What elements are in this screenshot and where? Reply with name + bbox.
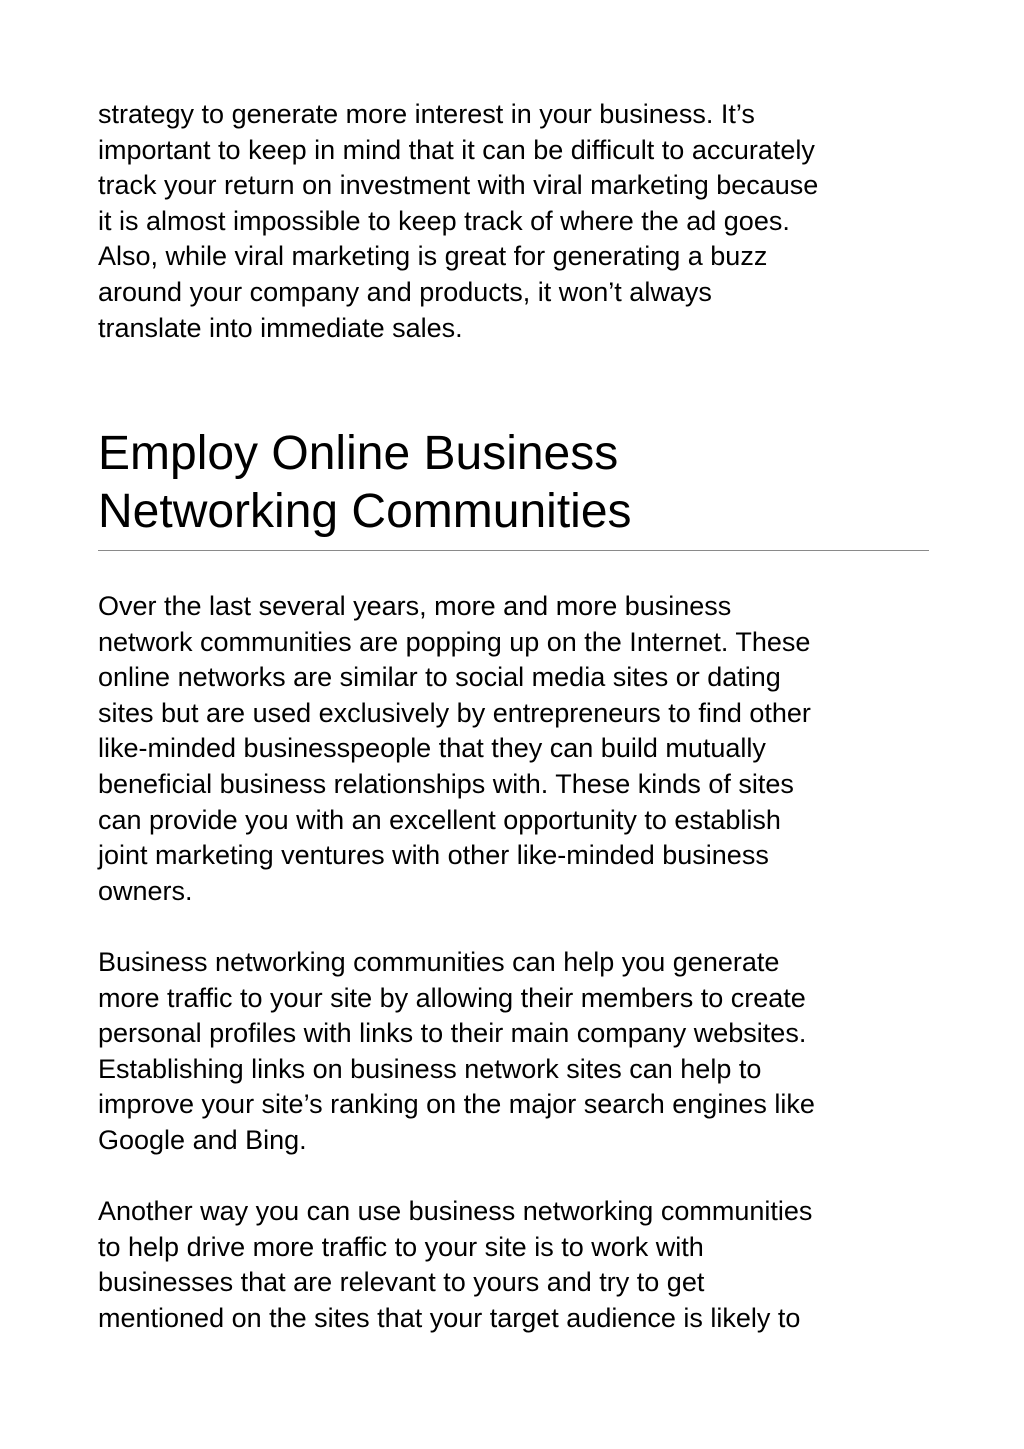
- text-line: personal profiles with links to their main company websites.: [98, 1018, 807, 1049]
- text-line: track your return on investment with viral marketing because: [98, 170, 819, 201]
- text-line: can provide you with an excellent opportunity to establish: [98, 804, 781, 835]
- text-line: owners.: [98, 875, 193, 906]
- text-line: Google and Bing.: [98, 1124, 307, 1155]
- body-paragraph: [98, 945, 938, 1159]
- text-line: Establishing links on business network sites can help to: [98, 1053, 762, 1084]
- heading-line: Networking Communities: [98, 485, 632, 538]
- text-line: important to keep in mind that it can be difficult to accurately: [98, 134, 815, 165]
- text-line: Business networking communities can help you generate: [98, 947, 780, 977]
- text-line: Also, while viral marketing is great for generating a buzz: [98, 241, 768, 272]
- intro-paragraph: [98, 97, 938, 346]
- text-line: joint marketing ventures with other like-minded business: [98, 840, 769, 871]
- text-line: strategy to generate more interest in your business. It’s: [98, 99, 755, 129]
- text-line: around your company and products, it won’t always: [98, 276, 712, 307]
- body-paragraph: [98, 589, 938, 909]
- text-line: network communities are popping up on the Internet. These: [98, 626, 811, 657]
- text-line: mentioned on the sites that your target audience is likely to: [98, 1302, 801, 1333]
- text-line: Another way you can use business networking communities: [98, 1196, 813, 1226]
- text-line: sites but are used exclusively by entrepreneurs to find other: [98, 697, 811, 728]
- text-line: translate into immediate sales.: [98, 312, 463, 343]
- heading-divider: [98, 550, 929, 551]
- body-paragraph: [98, 1194, 938, 1336]
- text-line: beneficial business relationships with. These kinds of sites: [98, 768, 794, 799]
- text-line: Over the last several years, more and more business: [98, 591, 732, 621]
- text-line: improve your site’s ranking on the major search engines like: [98, 1089, 815, 1120]
- heading-line: Employ Online Business: [98, 427, 619, 480]
- section-heading: [98, 425, 632, 541]
- text-line: online networks are similar to social media sites or dating: [98, 662, 781, 693]
- text-line: it is almost impossible to keep track of where the ad goes.: [98, 205, 790, 236]
- text-line: businesses that are relevant to yours and try to get: [98, 1267, 705, 1298]
- text-line: like-minded businesspeople that they can build mutually: [98, 733, 766, 764]
- text-line: more traffic to your site by allowing their members to create: [98, 982, 806, 1013]
- text-line: to help drive more traffic to your site is to work with: [98, 1231, 704, 1262]
